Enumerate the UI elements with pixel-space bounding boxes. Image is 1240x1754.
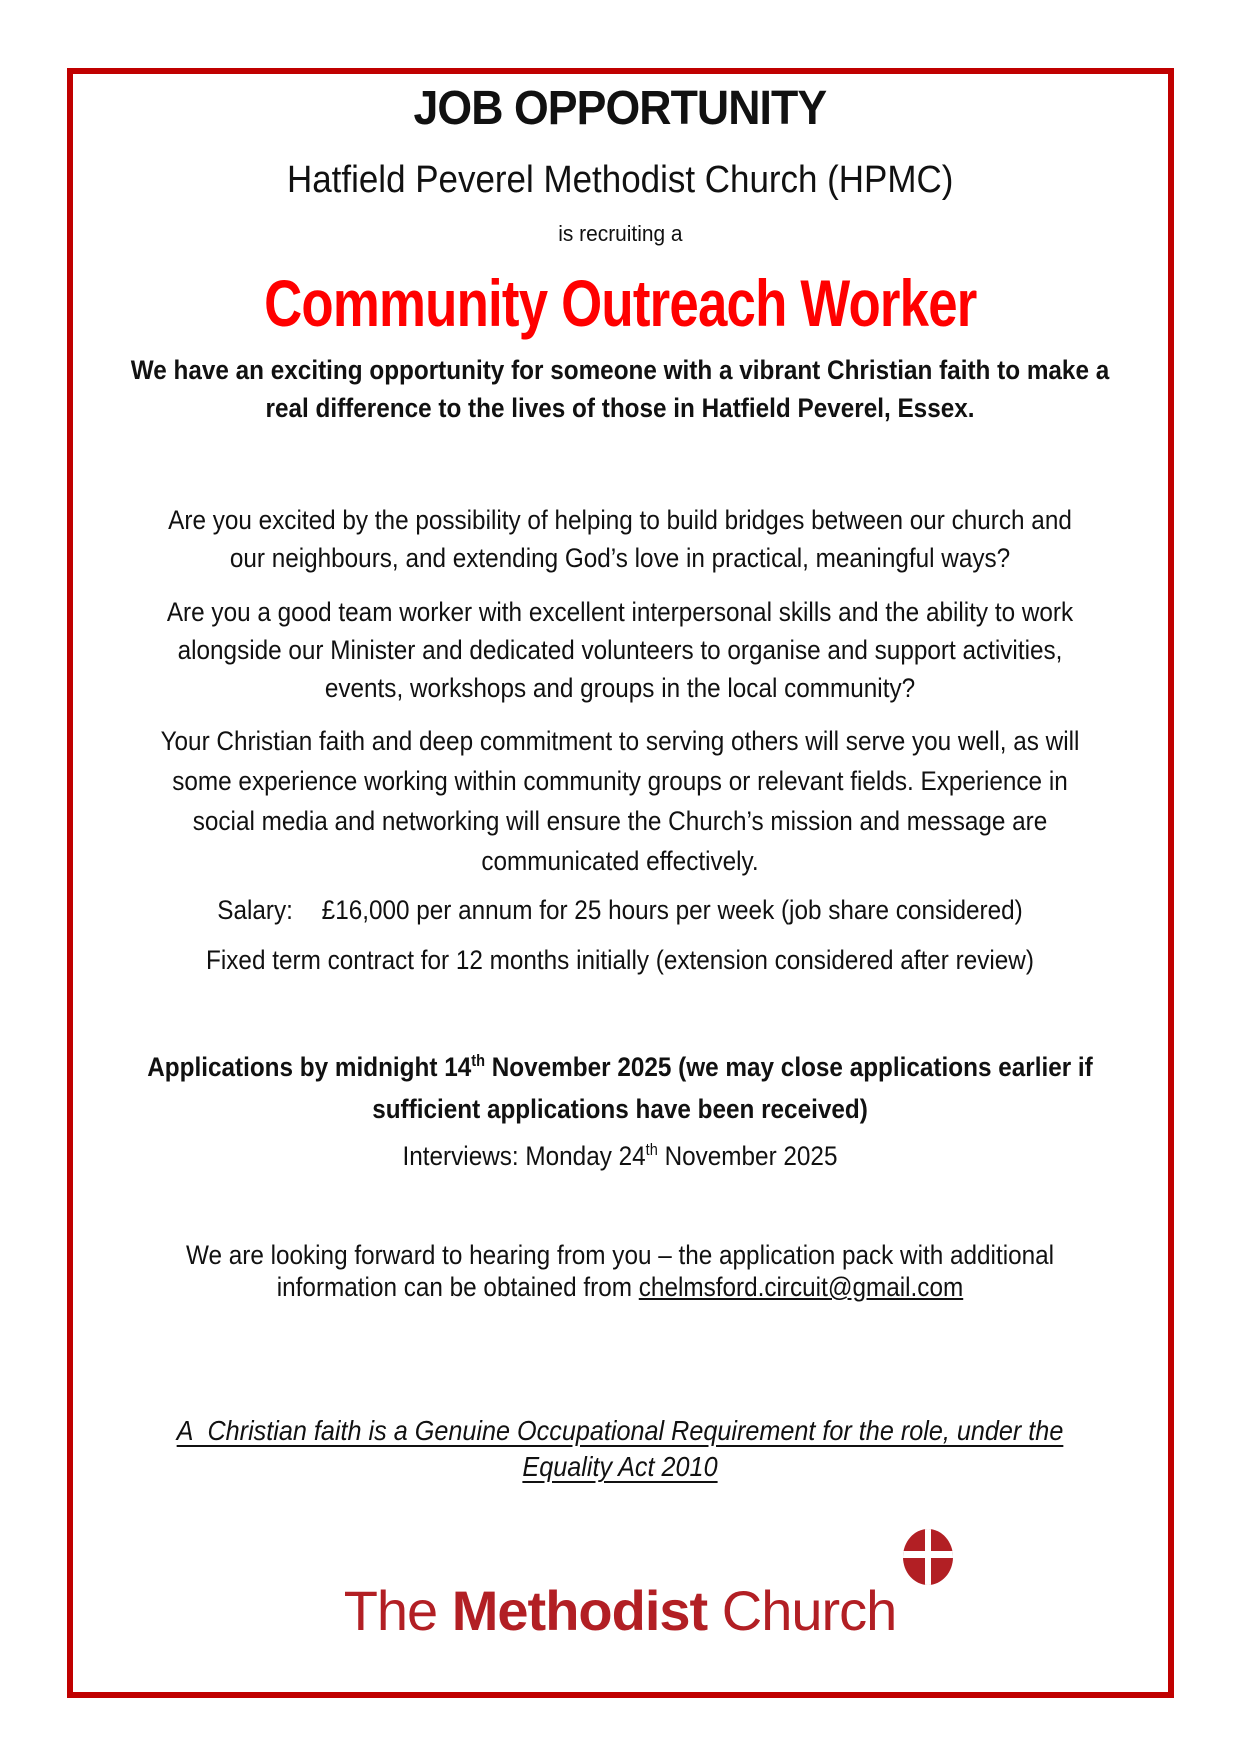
ordinal-suffix: th — [645, 1141, 658, 1159]
interviews-suffix: November 2025 — [657, 1141, 838, 1171]
gor-line: Equality Act 2010 — [522, 1451, 718, 1482]
paragraph-line: Are you a good team worker with excellent interpersonal skills and the ability to work — [166, 597, 1074, 627]
intro-paragraph — [62, 351, 1178, 427]
logo-word-methodist: Methodist — [451, 1579, 708, 1642]
paragraph-line: social media and networking will ensure the Church’s mission and message are — [192, 806, 1048, 836]
deadline-suffix: November 2025 (we may close applications earlier if — [485, 1052, 1093, 1082]
paragraph-line: alongside our Minister and dedicated volunteers to organise and support activities, — [177, 635, 1063, 665]
contract-line — [62, 947, 1178, 974]
deadline-line — [62, 1046, 1178, 1088]
paragraph-line: communicated effectively. — [481, 846, 759, 876]
body-paragraph-3 — [62, 721, 1178, 881]
page-title — [0, 82, 1240, 135]
gor-line: A Christian faith is a Genuine Occupational Requirement for the role, under the — [176, 1415, 1064, 1446]
recruiting-line — [0, 223, 1240, 245]
closing-text: information can be obtained from — [276, 1272, 639, 1302]
contract-text: Fixed term contract for 12 months initially (extension considered after review) — [206, 945, 1034, 975]
gor-note — [62, 1413, 1178, 1485]
paragraph-line: Your Christian faith and deep commitment to serving others will serve you well, as will — [160, 726, 1080, 756]
paragraph-line: our neighbours, and extending God’s love in practical, meaningful ways? — [229, 543, 1011, 573]
ordinal-suffix: th — [471, 1052, 485, 1070]
page-title-text: JOB OPPORTUNITY — [413, 82, 827, 135]
methodist-orb-icon — [903, 1529, 953, 1585]
logo-word-the: The — [343, 1579, 438, 1642]
church-name-text: Hatfield Peverel Methodist Church (HPMC) — [286, 159, 954, 201]
paragraph-line: Are you excited by the possibility of helping to build bridges between our church and — [168, 505, 1072, 535]
salary-value: £16,000 per annum for 25 hours per week (job share considered) — [321, 895, 1023, 925]
paragraph-line — [62, 1271, 1178, 1303]
recruiting-text: is recruiting a — [557, 221, 683, 246]
email-link[interactable]: chelmsford.circuit@gmail.com — [638, 1272, 964, 1302]
paragraph-line: We are looking forward to hearing from you – the application pack with additional — [185, 1240, 1055, 1270]
paragraph-line: some experience working within community groups or relevant fields. Experience in — [172, 766, 1068, 796]
interviews-line — [62, 1143, 1178, 1170]
body-paragraph-1 — [62, 501, 1178, 577]
deadline-prefix: Applications by midnight 14 — [147, 1052, 472, 1082]
closing-paragraph — [62, 1239, 1178, 1303]
logo-word-church: Church — [721, 1579, 897, 1642]
salary-line — [62, 897, 1178, 924]
interviews-prefix: Interviews: Monday 24 — [402, 1141, 646, 1171]
salary-label: Salary: — [217, 895, 293, 925]
role-title-text: Community Outreach Worker — [263, 266, 977, 340]
deadline-line-2: sufficient applications have been received) — [372, 1094, 868, 1124]
paragraph-line: events, workshops and groups in the local community? — [324, 673, 916, 703]
orb-cross-horizontal — [903, 1551, 953, 1557]
applications-deadline — [62, 1046, 1178, 1130]
role-title — [0, 266, 1240, 340]
church-name — [0, 161, 1240, 199]
paragraph-line: real difference to the lives of those in Hatfield Peverel, Essex. — [265, 393, 975, 423]
body-paragraph-2 — [62, 593, 1178, 707]
paragraph-line: We have an exciting opportunity for someone with a vibrant Christian faith to make a — [130, 355, 1110, 385]
methodist-logo — [0, 1579, 1240, 1642]
